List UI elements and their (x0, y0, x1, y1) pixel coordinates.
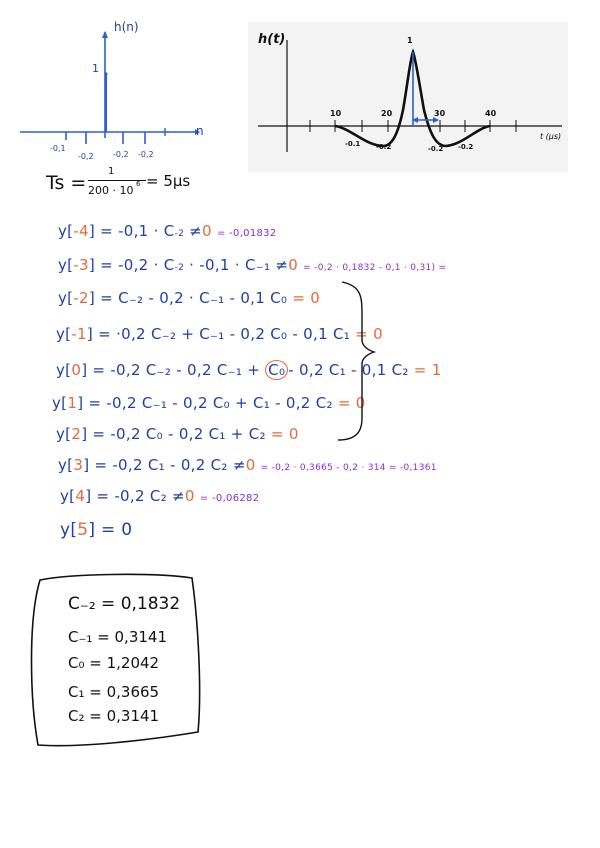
left-tick-label: -0,1 (50, 144, 66, 153)
ts-exponent: 6 (136, 180, 141, 188)
equation-y-minus1: y[-1] = ·0,2 C₋₂ + C₋₁ - 0,2 C₀ - 0,1 C₁ = 0 (56, 325, 383, 343)
equation-y-minus4: y[-4] = -0,1 · C-2 ≠0 = -0,01832 (58, 222, 277, 240)
result-c-minus1: C₋₁ = 0,3141 (68, 628, 167, 646)
equation-y-5: y[5] = 0 (60, 520, 133, 540)
equation-y-0: y[0] = -0,2 C₋₂ - 0,2 C₋₁ + C₀ - 0,2 C₁ - 0,1 C₂ = 1 (56, 361, 442, 379)
left-tick-label: -0,2 (138, 150, 154, 159)
equation-y-3: y[3] = -0,2 C₁ - 0,2 C₂ ≠0 = -0,2 · 0,3665 - 0,2 · 314 = -0,1361 (58, 456, 437, 474)
left-tick-label: -0,2 (78, 152, 94, 161)
left-plot-peak-label: 1 (92, 62, 99, 75)
left-plot-title: h(n) (114, 20, 139, 34)
equation-y-minus2: y[-2] = C₋₂ - 0,2 · C₋₁ - 0,1 C₀ = 0 (58, 289, 321, 307)
result-c1: C₁ = 0,3665 (68, 683, 160, 701)
right-tick-label: 10 (330, 109, 342, 118)
ts-rhs: = 5µs (146, 172, 191, 190)
right-plot-peak-label: 1 (407, 36, 413, 45)
left-tick-label: -0,2 (113, 150, 129, 159)
right-value-label: -0.2 (458, 143, 474, 151)
equation-y-minus3: y[-3] = -0,2 · C-2 · -0,1 · C₋₁ ≠0 = -0,2 · 0,1832 - 0,1 · 0,31) = (58, 256, 447, 274)
result-c2: C₂ = 0,3141 (68, 707, 160, 725)
left-plot-x-label: n (196, 124, 204, 138)
right-tick-label: 30 (434, 109, 446, 118)
ts-lhs: Ts = (46, 172, 87, 194)
circled-c0: C₀ (265, 360, 288, 380)
result-c-minus2: C₋₂ = 0,1832 (68, 594, 181, 614)
right-value-label: -0.2 (428, 145, 444, 153)
ts-numerator: 1 (108, 166, 115, 177)
equation-y-1: y[1] = -0,2 C₋₁ - 0,2 C₀ + C₁ - 0,2 C₂ = 0 (52, 394, 366, 412)
equation-y-2: y[2] = -0,2 C₀ - 0,2 C₁ + C₂ = 0 (56, 425, 299, 443)
right-plot-title: h(t) (258, 32, 286, 47)
right-value-label: -0.1 (345, 140, 361, 148)
right-tick-label: 40 (485, 109, 497, 118)
equation-y-4: y[4] = -0,2 C₂ ≠0 = -0,06282 (60, 487, 260, 505)
right-tick-label: 20 (381, 109, 393, 118)
right-plot-x-label: t (µs) (540, 132, 562, 141)
result-c0: C₀ = 1,2042 (68, 654, 160, 672)
right-value-label: -0.2 (376, 143, 392, 151)
ts-denominator: 200 · 10 (88, 184, 134, 197)
